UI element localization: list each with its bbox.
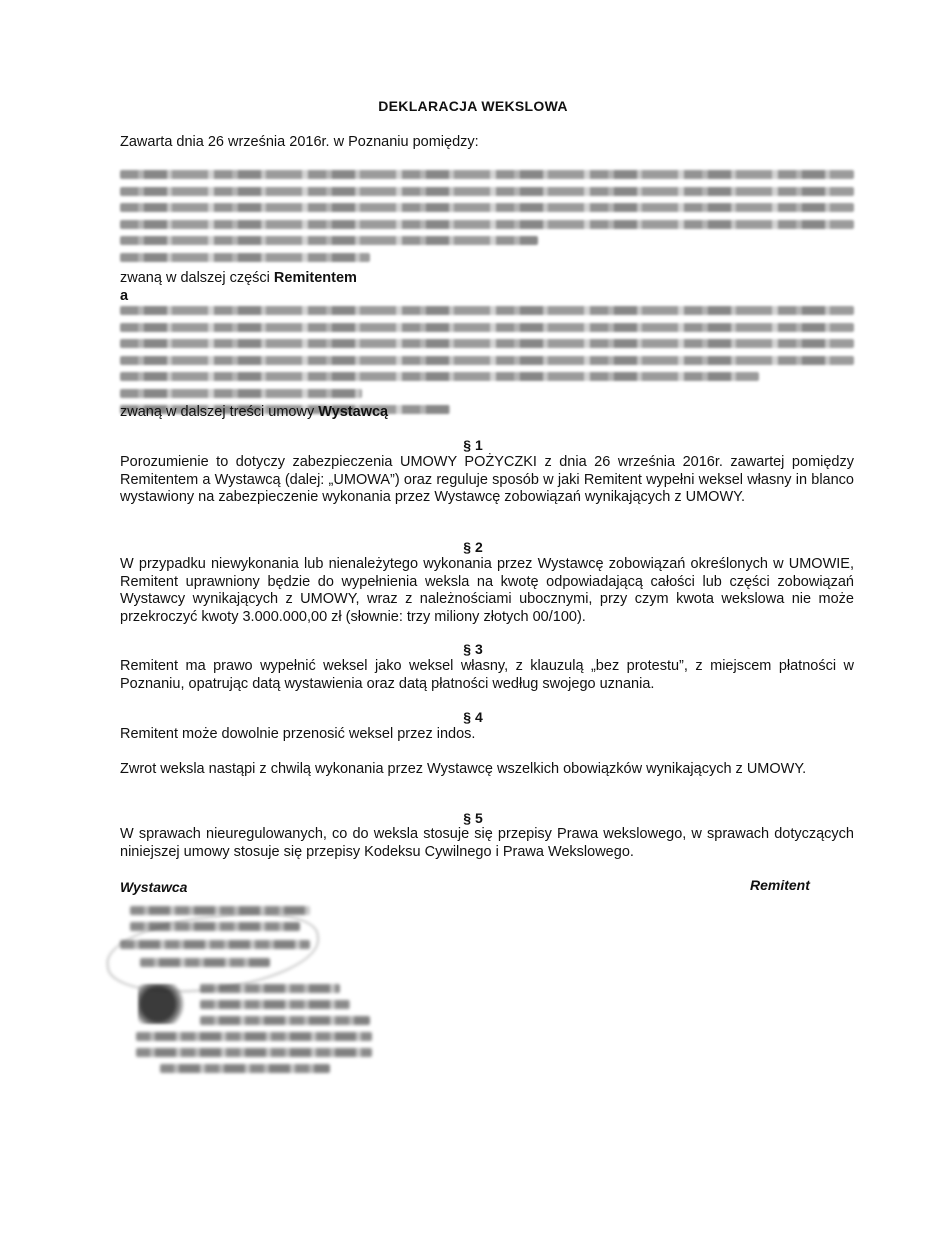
section-1-text: Porozumienie to dotyczy zabezpieczenia UMOWY POŻYCZKI z dnia 26 września 2016r. zawartej pomiędzy Remitentem a Wystawcą (dalej: „UMOWA”) oraz reguluje sposób w jaki Remitent wypełni weksel własny in blanco wystawiony na zabezpieczenie wykonania przez Wystawcę zobowiązań wynikających z UMOWY. (120, 454, 854, 505)
party1-prefix: zwaną w dalszej części (120, 270, 274, 286)
party1-role: Remitentem (273, 270, 357, 286)
party2-prefix: zwaną w dalszej treści umowy (120, 404, 319, 420)
section-5-text: W sprawach nieuregulowanych, co do weksla stosuje się przepisy Prawa wekslowego, w sprawach dotyczących niniejszej umowy stosuje się przepisy Kodeksu Cywilnego i Prawa Wekslowego. (120, 826, 854, 860)
section-4-text-1: Remitent może dowolnie przenosić weksel przez indos. (120, 726, 476, 742)
section-3-heading: § 3 (463, 641, 483, 657)
company-logo-icon (138, 984, 188, 1024)
signature-label-payee: Remitent (750, 877, 810, 893)
intro-line: Zawarta dnia 26 września 2016r. w Poznaniu pomiędzy: (120, 134, 479, 150)
party2-role-line (120, 403, 388, 421)
redacted-stamp-and-signature (100, 900, 380, 1080)
signature-label-issuer: Wystawca (120, 879, 188, 895)
section-4-heading: § 4 (463, 709, 483, 725)
section-1-heading: § 1 (463, 437, 483, 453)
document-title: DEKLARACJA WEKSLOWA (378, 98, 568, 114)
party2-role: Wystawcą (318, 404, 389, 420)
section-2-heading: § 2 (463, 539, 483, 555)
conjunction: a (120, 288, 129, 304)
section-3-text: Remitent ma prawo wypełnić weksel jako weksel własny, z klauzulą „bez protestu”, z miejscem płatności w Poznaniu, opatrując datą wystawienia oraz datą płatności według swojego uznania. (120, 658, 854, 692)
section-5-heading: § 5 (463, 810, 483, 826)
redacted-party1-details (120, 170, 854, 269)
section-2-text: W przypadku niewykonania lub nienależytego wykonania przez Wystawcę zobowiązań określonych w UMOWIE, Remitent uprawniony będzie do wypełnienia weksla na kwotę odpowiadającą całości lub części zobowiązań Wystawcy wynikających z UMOWY, wraz z należnościami ubocznymi, przy czym kwota wekslowa nie może przekroczyć kwoty 3.000.000,00 zł (słownie: trzy miliony złotych 00/100). (120, 556, 854, 625)
section-4-text-2: Zwrot weksla nastąpi z chwilą wykonania przez Wystawcę wszelkich obowiązków wynikających z UMOWY. (120, 761, 807, 777)
party1-role-line (120, 269, 357, 287)
